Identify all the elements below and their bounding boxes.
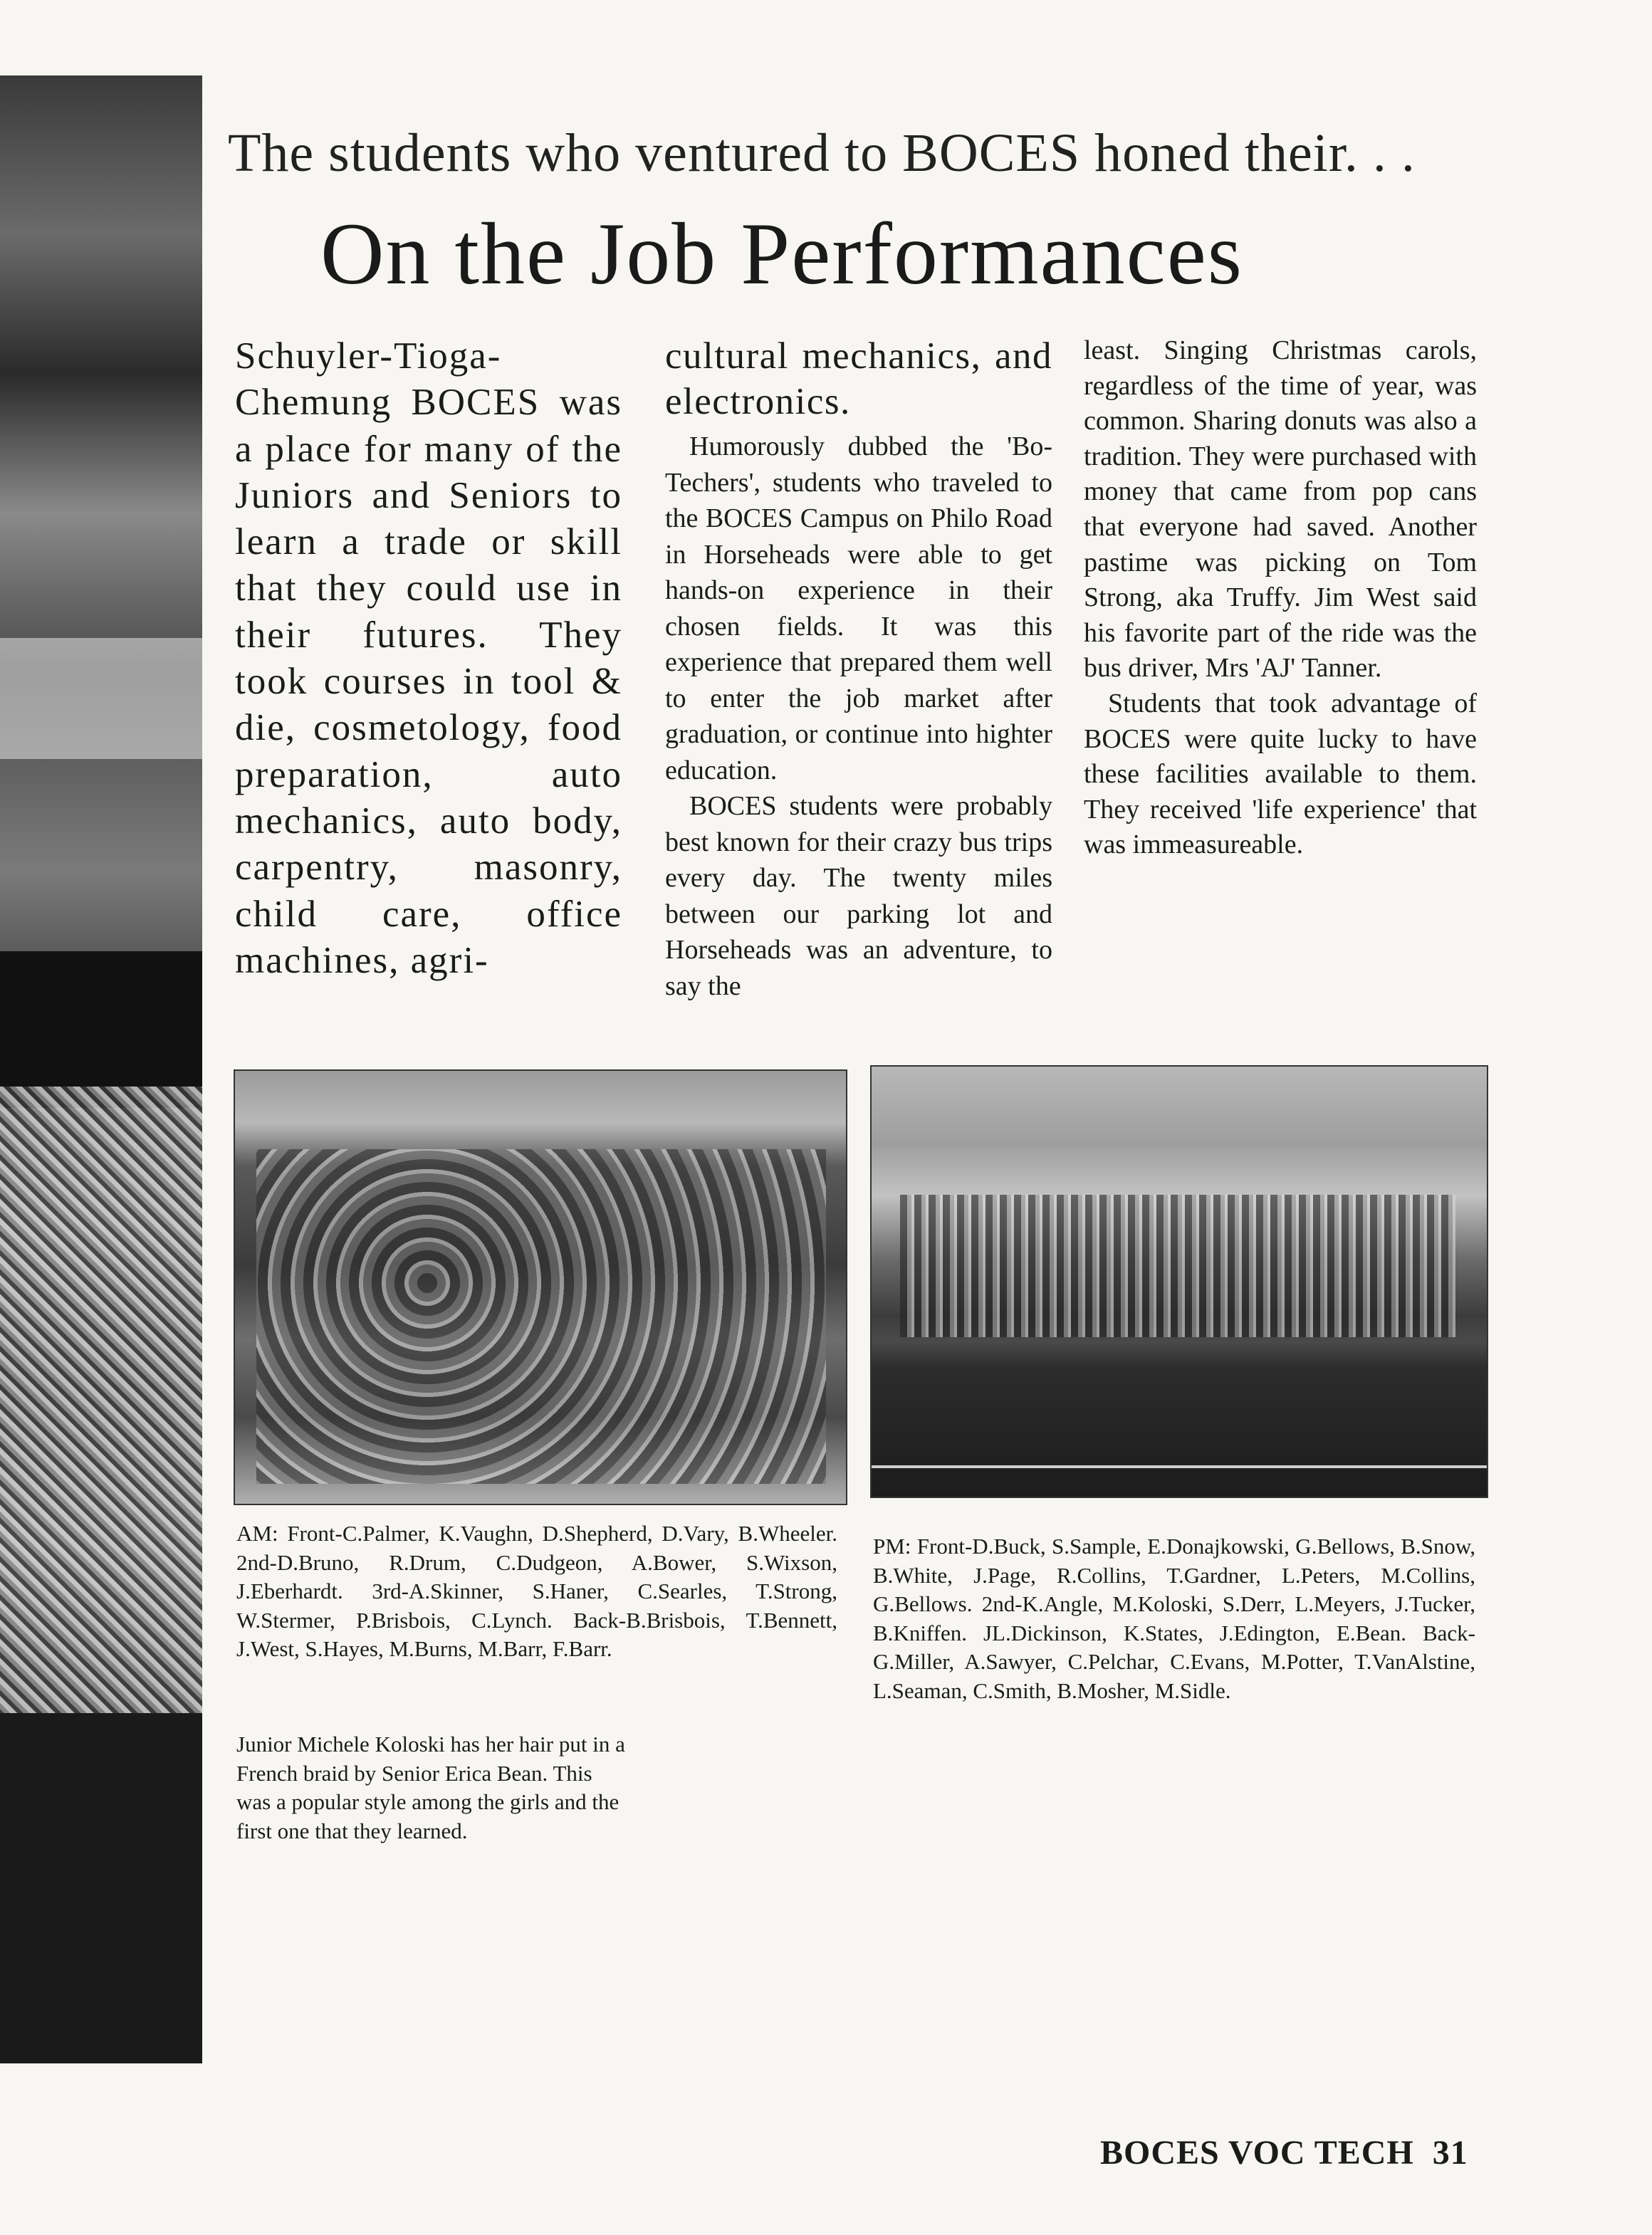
am-group-photo — [234, 1069, 847, 1505]
article-paragraph: Humorously dubbed the 'Bo-Techers', students who traveled to the BOCES Campus on Philo Road in Horseheads were able to get hands-on experience in their chosen fields. It was this experience that prepared them well to enter the job market after graduation, or continue into highter education. — [665, 431, 1052, 785]
am-photo-caption: AM: Front-C.Palmer, K.Vaughn, D.Shepherd, D.Vary, B.Wheeler. 2nd-D.Bruno, R.Drum, C.Dudgeon, A.Bower, S.Wixson, J.Eberhardt. 3rd-A.Skinner, S.Haner, C.Searles, T.Strong, W.Stermer, P.Brisbois, C.Lynch. Back-B.Brisbois, T.Bennett, J.West, S.Hayes, M.Burns, M.Barr, F.Barr. — [236, 1521, 837, 1662]
page-footer — [1100, 2133, 1468, 2172]
section-name: BOCES VOC TECH — [1100, 2134, 1414, 2172]
page-title: On the Job Performances — [320, 205, 1243, 303]
article-paragraph: Schuyler-Tioga-Chemung BOCES was a place for many of the Juniors and Seniors to learn a trade or skill that they could use in their futures. They took courses in tool & die, cosmetology, food preparation, auto mechanics, auto body, carpentry, masonry, child care, office machines, agri- — [235, 335, 622, 981]
article-paragraph: BOCES students were probably best known for their crazy bus trips every day. The twenty miles between our parking lot and Horseheads was an adventure, to say the — [665, 791, 1052, 1001]
kicker-headline: The students who ventured to BOCES honed their. . . — [228, 123, 1416, 183]
article-column-2 — [665, 333, 1052, 1004]
page-number: 31 — [1432, 2134, 1468, 2172]
hair-braiding-photo — [0, 75, 202, 2063]
pm-photo-caption: PM: Front-D.Buck, S.Sample, E.Donajkowski, G.Bellows, B.Snow, B.White, J.Page, R.Collins, T.Gardner, L.Peters, M.Collins, G.Bellows. 2nd-K.Angle, M.Koloski, S.Derr, L.Meyers, J.Tucker, B.Kniffen. JL.Dickinson, K.States, J.Edington, E.Bean. Back-G.Miller, A.Sawyer, C.Pelchar, C.Evans, M.Potter, T.VanAlstine, L.Seaman, C.Smith, B.Mosher, M.Sidle. — [873, 1534, 1475, 1703]
article-lead-continuation: cultural mechanics, and electronics. — [665, 335, 1052, 422]
article-paragraph: Students that took advantage of BOCES were quite lucky to have these facilities available to them. They received 'life experience' that was immeasureable. — [1084, 688, 1477, 860]
article-column-3 — [1084, 333, 1477, 863]
article-column-1 — [235, 333, 622, 984]
article-paragraph: least. Singing Christmas carols, regardless of the time of year, was common. Sharing donuts was also a tradition. They were purchased with money that came from pop cans that everyone had saved. Another pastime was picking on Tom Strong, aka Truffy. Jim West said his favorite part of the ride was the bus driver, Mrs 'AJ' Tanner. — [1084, 335, 1477, 684]
side-photo-caption: Junior Michele Koloski has her hair put in a French braid by Senior Erica Bean. This was a popular style among the girls and the first one that they learned. — [236, 1732, 625, 1843]
pm-group-photo — [870, 1065, 1488, 1498]
